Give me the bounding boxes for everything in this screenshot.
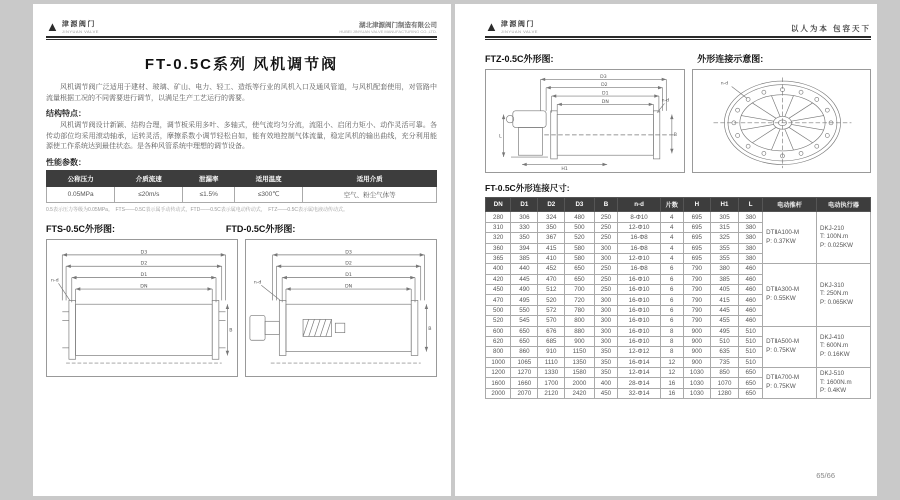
dim-cell: 510 [739, 336, 763, 346]
dim-cell: 4 [660, 243, 683, 253]
dim-cell: 450 [486, 285, 511, 295]
dim-cell: 16-Φ10 [618, 285, 660, 295]
dim-cell: 394 [511, 243, 538, 253]
dim-cell: 695 [683, 243, 710, 253]
dim-cell: 420 [486, 274, 511, 284]
fts-drawing [46, 239, 238, 377]
dim-cell: 650 [565, 274, 594, 284]
dim-cell: 325 [710, 233, 738, 243]
dim-cell: 635 [710, 347, 738, 357]
electric-pusher-cell: DTⅡA700-M P: 0.75KW [763, 368, 817, 399]
dim-cell: 480 [565, 212, 594, 222]
brand-logo-icon: ▲ [485, 19, 498, 34]
dim-cell: 695 [683, 212, 710, 222]
dim-label: D1 [602, 91, 609, 97]
dim-label: D2 [601, 83, 608, 89]
dim-cell: 380 [739, 253, 763, 263]
dim-cell: 600 [486, 326, 511, 336]
dim-cell: 800 [565, 316, 594, 326]
dim-cell: 1030 [683, 368, 710, 378]
dim-cell: 1280 [710, 388, 738, 398]
dim-cell: 510 [739, 347, 763, 357]
params-cell: ≤300℃ [235, 186, 303, 202]
dim-label: D3 [600, 74, 607, 80]
features-heading: 结构特点： [46, 109, 86, 118]
dim-cell: 400 [486, 264, 511, 274]
dim-label: H1 [561, 167, 568, 170]
left-flange [279, 300, 286, 355]
dim-cell: 12 [660, 368, 683, 378]
brand [485, 19, 538, 34]
dim-cell: 380 [739, 243, 763, 253]
dim-cell: 790 [683, 295, 710, 305]
dim-cell: 12 [660, 357, 683, 367]
company-block [339, 20, 437, 34]
ftd-heading: FTD-0.5C外形图: [225, 223, 296, 234]
drawing-row-right [485, 69, 871, 173]
dim-cell: 6 [660, 295, 683, 305]
dim-cell: 6 [660, 285, 683, 295]
features-paragraph: 风机调节阀设计新颖、结构合理，调节板采用多叶、多轴式，使气流均匀分流，流阻小、启闭力矩小、动作灵活可靠。各传动部位均采用滚动轴承，运转灵活，摩擦系数小调节轻松自如，能有效地控制气体流量，稳定风机的输出曲线，充分利用能源使工作系统达到最佳状态。是各种风管系统中理想的调节设备。 [46, 122, 437, 150]
dim-cell: 650 [511, 326, 538, 336]
dim-col-header: H [683, 198, 710, 212]
nd-leader [732, 87, 747, 99]
dim-cell: 355 [710, 253, 738, 263]
dim-cell: 900 [683, 336, 710, 346]
dim-cell: 900 [683, 347, 710, 357]
dim-label: L [499, 134, 502, 140]
dim-table-heading: FT-0.5C外形连接尺寸: [485, 183, 570, 193]
dim-cell: 500 [486, 305, 511, 315]
dimension-table [485, 197, 871, 399]
dim-cell: 1030 [683, 388, 710, 398]
dim-cell: 1200 [486, 368, 511, 378]
dim-cell: 400 [594, 378, 618, 388]
dim-cell: 250 [594, 212, 618, 222]
dim-cell: 510 [739, 357, 763, 367]
dim-cell: 16-Φ14 [618, 357, 660, 367]
dim-label: B [673, 132, 677, 138]
right-flange [411, 300, 418, 355]
params-cell: ≤1.5% [183, 186, 235, 202]
dim-cell: 380 [739, 233, 763, 243]
dim-cell: 28-Φ14 [618, 378, 660, 388]
dim-cell: 1330 [538, 368, 565, 378]
intro-paragraph: 风机调节阀广泛适用于建材、玻璃、矿山、电力、轻工、造纸等行业的风机入口及通风管道，与风机配套使用，对管路中流量根据工况的不同需要进行调节，以满足生产工艺运行的需要。 [46, 84, 437, 102]
dim-cell: 470 [486, 295, 511, 305]
dim-cell: 280 [486, 212, 511, 222]
conn-heading: 外形连接示意图: [697, 54, 764, 64]
dim-cell: 4 [660, 233, 683, 243]
dim-cell: 495 [710, 326, 738, 336]
dim-cell: 520 [486, 316, 511, 326]
drawing-headings-left [46, 222, 437, 235]
dim-cell: 1270 [511, 368, 538, 378]
brand-subtitle: JINYUAN VALVE [61, 29, 99, 34]
dim-cell: 2000 [486, 388, 511, 398]
nd-leader [657, 103, 664, 112]
params-footnote: 0.5表示压力等级为0.05MPa。 FTS——0.5C表示属手动传动式，FTD——0.5C表示属电动传动式， FTZ——0.5C表示属电液动传动式。 [46, 206, 348, 213]
dim-cell: 1700 [538, 378, 565, 388]
dim-cell: 410 [538, 253, 565, 263]
dim-cell: 324 [538, 212, 565, 222]
dim-cell: 16 [660, 388, 683, 398]
electric-actuator-cell: DKJ-510 T: 1600N.m P: 0.4KW [817, 368, 871, 399]
dim-cell: 12-Φ10 [618, 222, 660, 232]
dim-cell: 350 [594, 347, 618, 357]
electric-actuator-cell: DKJ-310 T: 250N.m P: 0.065KW [817, 264, 871, 326]
dim-cell: 695 [683, 253, 710, 263]
dim-label: DN [601, 99, 609, 105]
dim-cell: 350 [511, 233, 538, 243]
company-subtitle: HUBEI JINYUAN VALVE MANUFACTURING CO.,LTD. [339, 29, 437, 34]
dim-cell: 350 [538, 222, 565, 232]
dim-cell: 510 [710, 336, 738, 346]
dim-label: D2 [345, 261, 352, 267]
dim-cell: 12-Φ14 [618, 368, 660, 378]
dim-cell: 415 [538, 243, 565, 253]
motor [250, 315, 265, 340]
motor-shaft [265, 321, 279, 334]
dim-cell: 4 [660, 253, 683, 263]
dim-cell: 1000 [486, 357, 511, 367]
dim-cell: 695 [683, 233, 710, 243]
dim-cell: 1150 [565, 347, 594, 357]
dim-cell: 880 [565, 326, 594, 336]
dim-cell: 550 [511, 305, 538, 315]
dim-cell: 16-Φ10 [618, 295, 660, 305]
header-rule [485, 36, 871, 40]
dim-col-header: 电动执行器 [817, 198, 871, 212]
dim-cell: 16-Φ10 [618, 305, 660, 315]
dim-cell: 250 [594, 285, 618, 295]
dim-cell: 790 [683, 264, 710, 274]
dim-cell: 320 [486, 233, 511, 243]
dim-label: D1 [345, 272, 352, 278]
params-table [46, 170, 437, 203]
page-header-left [46, 12, 437, 34]
dim-label: D3 [140, 249, 148, 255]
dim-col-header: n-d [618, 198, 660, 212]
dim-cell: 306 [511, 212, 538, 222]
params-col-header: 公称压力 [47, 170, 115, 186]
dim-label: DN [344, 284, 353, 290]
dim-cell: 16 [660, 378, 683, 388]
table-row [486, 264, 871, 274]
dim-cell: 685 [538, 336, 565, 346]
dim-cell: 250 [594, 233, 618, 243]
dim-cell: 32-Φ14 [618, 388, 660, 398]
dim-cell: 520 [565, 233, 594, 243]
nd-label: n-d [661, 98, 670, 104]
dim-cell: 800 [486, 347, 511, 357]
fts-heading: FTS-0.5C外形图: [46, 223, 116, 234]
dim-cell: 1065 [511, 357, 538, 367]
connection-diagram-svg [695, 72, 868, 170]
dim-label: B [229, 328, 233, 334]
dim-label: D3 [345, 249, 352, 255]
right-flange [212, 300, 219, 359]
dim-cell: 380 [739, 222, 763, 232]
brand-name: 津源阀门 [61, 21, 96, 28]
dim-cell: 650 [511, 336, 538, 346]
dim-cell: 6 [660, 264, 683, 274]
dim-cell: 8 [660, 347, 683, 357]
valve-body [76, 304, 213, 355]
dim-cell: 300 [594, 326, 618, 336]
dim-cell: 460 [739, 305, 763, 315]
dim-cell: 460 [739, 295, 763, 305]
dim-cell: 500 [565, 222, 594, 232]
dim-col-header: L [739, 198, 763, 212]
dim-cell: 445 [511, 274, 538, 284]
dim-cell: 570 [538, 316, 565, 326]
table-row [486, 326, 871, 336]
dim-cell: 250 [594, 274, 618, 284]
dim-col-header: 电动推杆 [763, 198, 817, 212]
dim-label: D1 [140, 272, 148, 278]
page-title: FT-0.5C系列 风机调节阀 [144, 56, 339, 73]
dim-cell: 900 [683, 326, 710, 336]
dim-cell: 300 [594, 243, 618, 253]
dim-cell: 790 [683, 316, 710, 326]
dim-cell: 310 [486, 222, 511, 232]
params-col-header: 适用介质 [303, 170, 437, 186]
dim-cell: 16-Φ10 [618, 316, 660, 326]
dim-label: DN [140, 284, 148, 290]
page-number: 65/66 [816, 471, 835, 480]
dim-cell: 450 [594, 388, 618, 398]
dim-cell: 16-Φ8 [618, 264, 660, 274]
left-flange [69, 300, 76, 359]
brand-text [62, 19, 99, 34]
company-name: 湖北津源阀门制造有限公司 [359, 22, 437, 29]
dim-cell: 780 [565, 305, 594, 315]
dim-cell: 300 [594, 336, 618, 346]
dim-col-header: D2 [538, 198, 565, 212]
dim-cell: 860 [511, 347, 538, 357]
dim-label: D2 [140, 261, 148, 267]
dim-col-header: 片数 [660, 198, 683, 212]
dim-cell: 16-Φ10 [618, 274, 660, 284]
dim-col-header: DN [486, 198, 511, 212]
company-slogan: 以人为本 包容天下 [790, 24, 871, 33]
dim-cell: 580 [565, 243, 594, 253]
dim-cell: 1600 [486, 378, 511, 388]
dim-cell: 700 [565, 285, 594, 295]
connection-diagram [692, 69, 871, 173]
electric-actuator-cell: DKJ-210 T: 100N.m P: 0.025KW [817, 212, 871, 264]
dim-cell: 8-Φ10 [618, 212, 660, 222]
dim-cell: 12-Φ12 [618, 347, 660, 357]
valve-body [286, 304, 411, 351]
dim-cell: 385 [511, 253, 538, 263]
params-heading: 性能参数： [46, 157, 86, 167]
dim-cell: 300 [594, 295, 618, 305]
ftz-drawing-svg [488, 72, 682, 170]
dim-cell: 572 [538, 305, 565, 315]
dim-cell: 405 [710, 285, 738, 295]
dim-cell: 900 [683, 357, 710, 367]
actuator-body [518, 127, 542, 155]
dim-cell: 445 [710, 305, 738, 315]
dim-cell: 12-Φ10 [618, 253, 660, 263]
brand-subtitle: JINYUAN VALVE [500, 29, 538, 34]
params-cell: 空气、粉尘气体等 [303, 186, 437, 202]
dim-cell: 16-Φ10 [618, 336, 660, 346]
ftz-heading: FTZ-0.5C外形图: [485, 54, 554, 64]
params-cell: 0.05MPa [47, 186, 115, 202]
dim-cell: 460 [739, 264, 763, 274]
dim-cell: 16-Φ8 [618, 243, 660, 253]
dim-cell: 455 [710, 316, 738, 326]
electric-pusher-cell: DTⅡA300-M P: 0.55KW [763, 264, 817, 326]
dim-cell: 380 [710, 264, 738, 274]
dim-cell: 490 [511, 285, 538, 295]
params-col-header: 介质流速 [115, 170, 183, 186]
dim-cell: 250 [594, 222, 618, 232]
dim-cell: 650 [739, 378, 763, 388]
drawing-headings-right [485, 52, 871, 65]
dim-cell: 790 [683, 285, 710, 295]
dim-col-header: B [594, 198, 618, 212]
dim-cell: 695 [683, 222, 710, 232]
dim-cell: 1580 [565, 368, 594, 378]
dim-cell: 650 [739, 368, 763, 378]
page-left [33, 4, 451, 496]
dim-cell: 300 [594, 253, 618, 263]
dim-cell: 790 [683, 274, 710, 284]
dim-cell: 900 [565, 336, 594, 346]
dim-cell: 720 [565, 295, 594, 305]
dim-cell: 620 [486, 336, 511, 346]
nd-leader [58, 283, 69, 300]
page-right [455, 4, 877, 496]
dim-cell: 6 [660, 316, 683, 326]
nd-label: n-d [50, 277, 59, 283]
dim-cell: 2420 [565, 388, 594, 398]
dim-cell: 2000 [565, 378, 594, 388]
dim-cell: 6 [660, 305, 683, 315]
nd-label: n-d [720, 81, 729, 87]
dim-cell: 1350 [565, 357, 594, 367]
dim-cell: 910 [538, 347, 565, 357]
nd-leader [261, 285, 280, 300]
dim-cell: 545 [511, 316, 538, 326]
table-row [486, 368, 871, 378]
dim-cell: 16-Φ10 [618, 326, 660, 336]
actuator-head [513, 111, 546, 128]
dim-cell: 16-Φ8 [618, 233, 660, 243]
dim-cell: 460 [739, 285, 763, 295]
brand-logo-icon: ▲ [46, 19, 59, 34]
ftd-drawing [245, 239, 437, 377]
dim-cell: 300 [594, 316, 618, 326]
dim-col-header: D3 [565, 198, 594, 212]
dim-cell: 360 [486, 243, 511, 253]
dim-cell: 650 [565, 264, 594, 274]
dim-cell: 8 [660, 326, 683, 336]
dim-cell: 512 [538, 285, 565, 295]
dim-cell: 250 [594, 264, 618, 274]
dim-cell: 330 [511, 222, 538, 232]
brand [46, 19, 99, 34]
header-rule [46, 36, 437, 40]
table-row [486, 212, 871, 222]
fts-drawing-svg [49, 242, 235, 374]
dim-cell: 1030 [683, 378, 710, 388]
dim-cell: 452 [538, 264, 565, 274]
electric-actuator-cell: DKJ-410 T: 600N.m P: 0.16KW [817, 326, 871, 368]
dim-cell: 415 [710, 295, 738, 305]
dim-cell: 380 [739, 212, 763, 222]
dim-col-header: D1 [511, 198, 538, 212]
linkage [335, 323, 344, 332]
dim-cell: 367 [538, 233, 565, 243]
dim-cell: 1110 [538, 357, 565, 367]
dim-cell: 8 [660, 336, 683, 346]
dim-cell: 850 [710, 368, 738, 378]
dim-cell: 510 [739, 326, 763, 336]
dim-cell: 580 [565, 253, 594, 263]
params-col-header: 泄漏率 [183, 170, 235, 186]
dim-cell: 385 [710, 274, 738, 284]
dim-col-header: H1 [710, 198, 738, 212]
dim-cell: 460 [739, 316, 763, 326]
drawing-row-left [46, 239, 437, 377]
dim-cell: 440 [511, 264, 538, 274]
dim-label: B [428, 326, 432, 332]
dim-cell: 300 [594, 305, 618, 315]
dim-cell: 1070 [710, 378, 738, 388]
ftd-drawing-svg [248, 242, 434, 374]
dim-cell: 520 [538, 295, 565, 305]
brand-text [501, 19, 538, 34]
dim-cell: 365 [486, 253, 511, 263]
dim-cell: 350 [594, 368, 618, 378]
brand-name: 津源阀门 [500, 21, 535, 28]
dim-cell: 350 [594, 357, 618, 367]
dim-cell: 1660 [511, 378, 538, 388]
dim-cell: 305 [710, 212, 738, 222]
dim-cell: 790 [683, 305, 710, 315]
electric-pusher-cell: DTⅡA100-M P: 0.37KW [763, 212, 817, 264]
dim-cell: 315 [710, 222, 738, 232]
params-col-header: 适用温度 [235, 170, 303, 186]
dim-cell: 495 [511, 295, 538, 305]
dim-cell: 2070 [511, 388, 538, 398]
dim-cell: 460 [739, 274, 763, 284]
dim-cell: 4 [660, 212, 683, 222]
dim-cell: 735 [710, 357, 738, 367]
dim-cell: 676 [538, 326, 565, 336]
dim-cell: 355 [710, 243, 738, 253]
dim-cell: 2120 [538, 388, 565, 398]
dim-cell: 4 [660, 222, 683, 232]
dim-cell: 470 [538, 274, 565, 284]
dim-cell: 6 [660, 274, 683, 284]
page-header-right [485, 12, 871, 34]
dim-cell: 650 [739, 388, 763, 398]
electric-pusher-cell: DTⅡA500-M P: 0.75KW [763, 326, 817, 368]
ftz-drawing [485, 69, 685, 173]
params-cell: ≤20m/s [115, 186, 183, 202]
nd-label: n-d [253, 279, 262, 285]
